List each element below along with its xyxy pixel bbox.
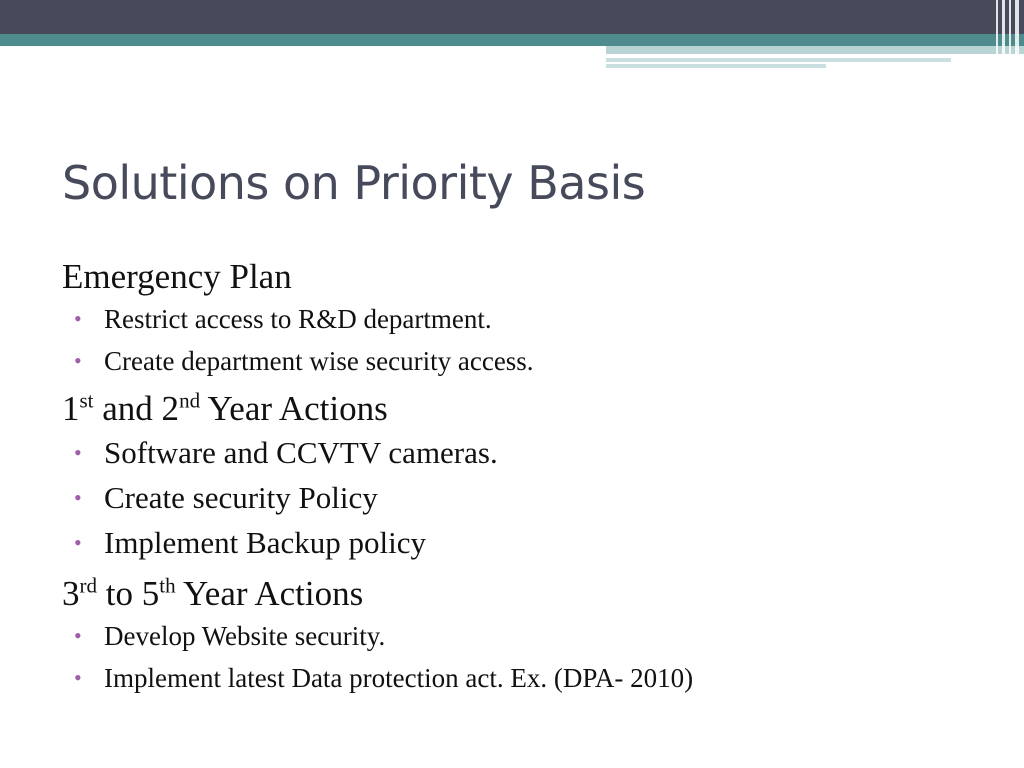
header-band-dark: [0, 0, 1024, 34]
list-item: • Software and CCVTV cameras.: [62, 430, 982, 475]
bullet-icon: •: [74, 530, 82, 555]
header-line-2: [606, 64, 826, 68]
slide-content: [62, 256, 982, 699]
bullet-list-year-3-5: [62, 615, 982, 699]
bullet-icon: •: [74, 665, 82, 690]
section-heading-year-1-2: 1st and 2nd Year Actions: [62, 388, 388, 428]
section-heading-year-3-5: 3rd to 5th Year Actions: [62, 573, 364, 613]
header-band-light: [606, 46, 1024, 54]
list-item: • Create security Policy: [62, 475, 982, 520]
bullet-icon: •: [74, 440, 82, 465]
slide-title: Solutions on Priority Basis: [62, 156, 646, 210]
bullet-icon: •: [74, 485, 82, 510]
header-line-1: [606, 58, 951, 62]
bullet-list-emergency: [62, 298, 982, 382]
header-band-teal: [0, 34, 1024, 46]
list-item: • Restrict access to R&D department.: [62, 298, 982, 340]
list-item: • Create department wise security access.: [62, 340, 982, 382]
list-item: • Develop Website security.: [62, 615, 982, 657]
list-item: • Implement Backup policy: [62, 520, 982, 565]
bullet-icon: •: [74, 306, 82, 331]
bullet-list-year-1-2: [62, 430, 982, 565]
list-item: • Implement latest Data protection act. Ex. (DPA- 2010): [62, 657, 982, 699]
section-heading-emergency: Emergency Plan: [62, 257, 292, 296]
bullet-icon: •: [74, 623, 82, 648]
corner-stripes: [988, 0, 1024, 70]
bullet-icon: •: [74, 348, 82, 373]
